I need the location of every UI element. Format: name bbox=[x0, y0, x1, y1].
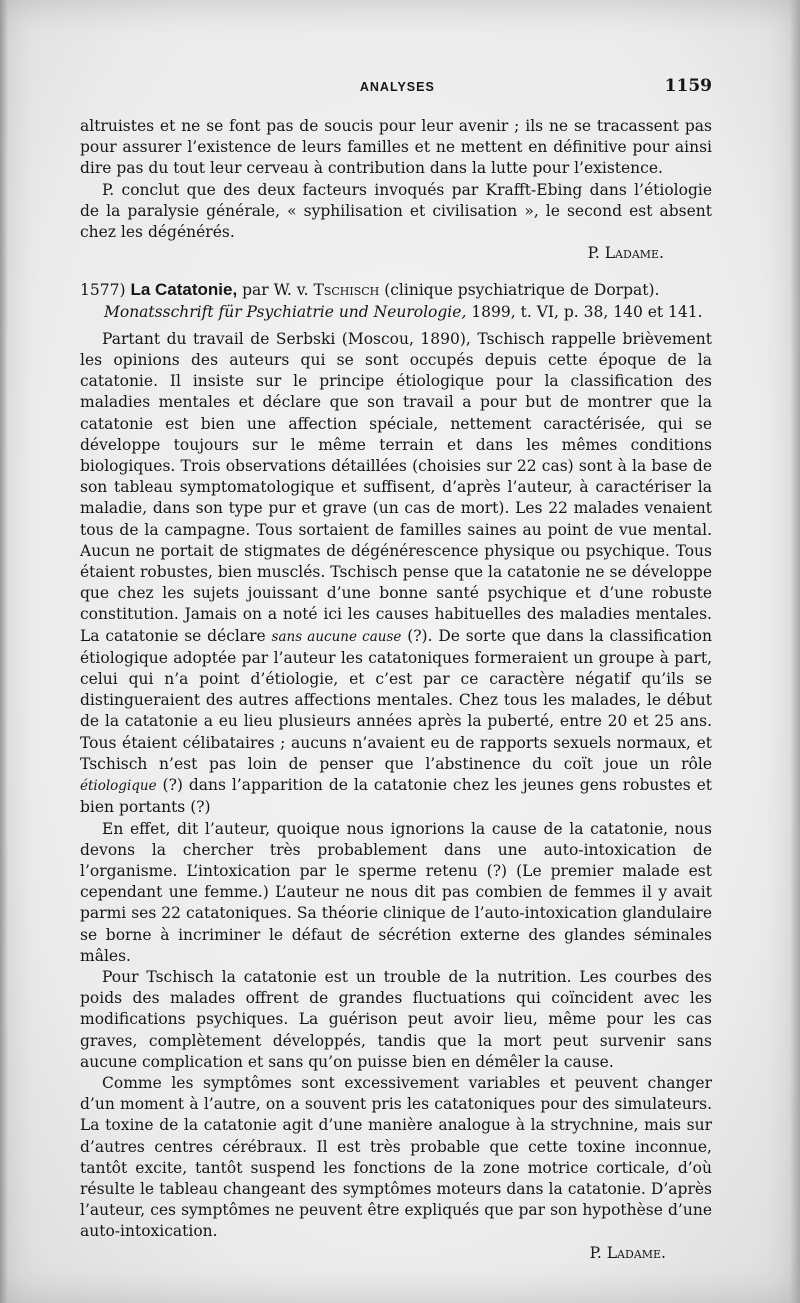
body-text-1c: (?) dans l’apparition de la catatonie chez les jeunes gens robustes et bien portants (?) bbox=[80, 776, 713, 817]
page-edge-shadow-left bbox=[0, 0, 8, 1303]
article-title-line bbox=[80, 279, 712, 301]
reviewer-signature-1: P. Ladame. bbox=[587, 244, 664, 263]
article-author: Tschisch bbox=[313, 281, 380, 300]
signature-line-1 bbox=[80, 243, 712, 264]
body-text-1a: Partant du travail de Serbski (Moscou, 1890), Tschisch rappelle brièvement les opinions des auteurs qui se sont occupés depuis cette époque de la catatonie. Il insiste sur le principe étiologique pour la classification des maladies mentales et déclare que son travail a pour but de montrer que la catatonie est bien une affection spéciale, nettement caractérisée, qui se développe toujours sur le même terrain et dans les mêmes conditions biologiques. Trois observations détaillées (choisies sur 22 cas) sont à la base de son tableau symptomatologique et suffisent, d’après l’auteur, à caractériser la maladie, dans son type pur et grave (un cas de mort). Les 22 malades venaient tous de la campagne. Tous sortaient de familles saines au point de vue mental. Aucun ne portait de stigmates de dégénérescence physique ou psychique. Tous étaient robustes, bien musclés. Tschisch pense que la catatonie ne se développe que chez les sujets jouissant d’une bonne santé psychique et d’une robuste constitution. Jamais on a noté ici les causes habituelles des maladies mentales. La catatonie se déclare bbox=[80, 329, 712, 645]
italic-phrase-2: étiologique bbox=[80, 778, 157, 795]
body-paragraph-4: Comme les symptômes sont excessivement variables et peuvent changer d’un moment à l’autre, on a souvent pris les catatoniques pour des simulateurs. La toxine de la catatonie agit d’une manière analogue à la strychnine, mais sur d’autres centres cérébraux. Il est très probable que cette toxine inconnue, tantôt excite, tantôt suspend les fonctions de la zone motrice corticale, d’où résulte le tableau changeant des symptômes moteurs dans la catatonie. D’après l’auteur, ces symptômes ne peuvent être expliqués que par son hypothèse d’une auto-intoxication. bbox=[80, 1073, 712, 1241]
signature-line-2 bbox=[80, 1243, 712, 1264]
body-paragraph-2: En effet, dit l’auteur, quoique nous ignorions la cause de la catatonie, nous devons la chercher très probablement dans une auto-intoxication de l’organisme. L’intoxication par le sperme retenu (?) (Le premier malade est cependant une femme.) L’auteur ne nous dit pas combien de femmes il y avait parmi ses 22 catatoniques. Sa théorie clinique de l’auto-intoxication glandulaire se borne à incriminer le défaut de sécrétion externe des glandes séminales mâles. bbox=[80, 819, 712, 965]
article-by: par W. v. bbox=[242, 281, 309, 300]
running-title: ANALYSES bbox=[359, 80, 435, 94]
conclusion-paragraph bbox=[80, 180, 712, 244]
continuation-paragraph: altruistes et ne se font pas de soucis pour leur avenir ; ils ne se tracassent pas pour assurer l’existence de leurs familles et ne mettent en définitive pour ainsi dire pas du tout leur cerveau à contribution dans la lutte pour l’existence. bbox=[80, 117, 712, 178]
body-text-1b: (?). De sorte que dans la classification étiologique adoptée par l’auteur les catatoniques formeraient un groupe à part, celui qui n’a point d’étiologie, et c’est par ce caractère négatif qu’ils se distingueraient des autres affections mentales. Chez tous les malades, le début de la catatonie a eu lieu plusieurs années après la puberté, entre 20 et 25 ans. Tous étaient célibataires ; aucuns n’avaient eu de rapports sexuels normaux, et Tschisch n’est pas loin de penser que l’abstinence du coït joue un rôle bbox=[80, 626, 712, 773]
body-paragraph-3: Pour Tschisch la catatonie est un trouble de la nutrition. Les courbes des poids des malades offrent de grandes fluctuations qui coïncident avec les modifications psychiques. La guérison peut avoir lieu, même pour les cas graves, complètement développés, tandis que la mort peut survenir sans aucune complication et sans qu’on puisse bien en démêler la cause. bbox=[80, 967, 712, 1071]
article-affiliation: (clinique psychiatrique de Dorpat). bbox=[384, 281, 660, 300]
article-citation bbox=[80, 302, 712, 323]
article-number: 1577) bbox=[80, 281, 126, 300]
page-content bbox=[80, 76, 712, 1264]
article-title: La Catatonie, bbox=[130, 280, 238, 300]
conclusion-text: P. conclut que des deux facteurs invoqués par Krafft-Ebing dans l’étiologie de la paralysie générale, « syphilisation et civilisation », le second est absent chez les dégénérés. bbox=[80, 180, 712, 242]
page-number: 1159 bbox=[664, 76, 712, 96]
italic-phrase-1: sans aucune cause bbox=[271, 628, 402, 645]
reviewer-signature-2: P. Ladame. bbox=[589, 1243, 666, 1262]
body-paragraph-1 bbox=[80, 329, 712, 819]
article-heading bbox=[80, 279, 712, 322]
page-edge-shadow-right bbox=[790, 0, 800, 1303]
running-header bbox=[80, 76, 712, 106]
journal-details: 1899, t. VI, p. 38, 140 et 141. bbox=[471, 302, 703, 321]
journal-name: Monatsschrift für Psychiatrie und Neurologie, bbox=[104, 302, 467, 321]
